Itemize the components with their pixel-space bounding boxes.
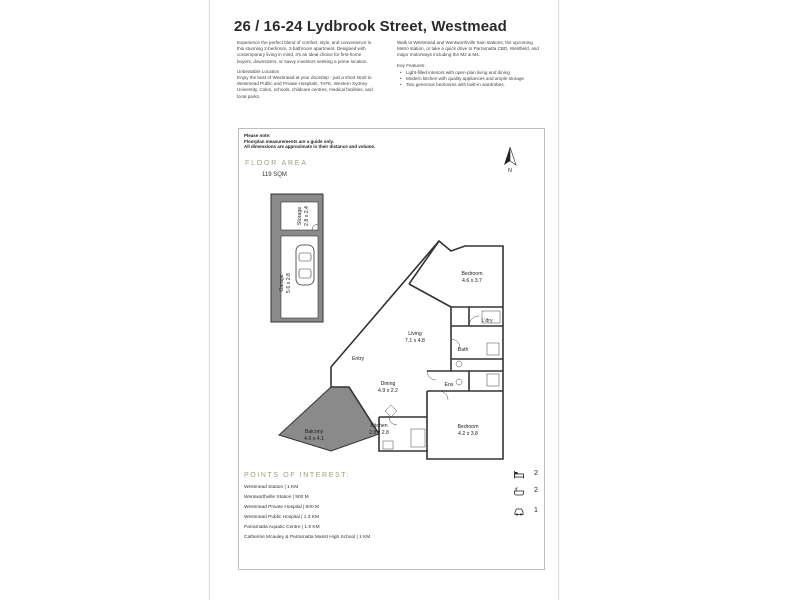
entry-label: Entry <box>351 356 365 362</box>
poi-item: Parramatta Aquatic Centre | 1.9 KM <box>244 525 320 530</box>
intro-paragraph: Experience the perfect blend of comfort, style, and convenience in this stunning 2-bedroom, 2-bathroom apartment. Designed with contemporary living in mind, it's an ideal choice for first-home buyers, downsizers, or savvy investors seeking a prime location. <box>237 40 372 64</box>
fixtures <box>380 311 500 449</box>
property-title: 26 / 16-24 Lydbrook Street, Westmead <box>234 18 507 35</box>
floor-area-label: FLOOR AREA <box>245 160 308 167</box>
key-feature-item: • Two generous bedrooms with built-in wardrobes. <box>403 82 543 88</box>
floor-area-value: 119 SQM <box>262 172 287 178</box>
brochure-page <box>209 0 559 600</box>
balcony-label: Balcony <box>304 429 324 435</box>
location-paragraph: Enjoy the best of Westmead at your doorstep - just a short stroll to Westmead Public and Private Hospitals, TAFE, Western Sydney University, Coles, schools, childcare centres, medical facilities, and local parks. <box>237 75 373 99</box>
dining-size: 4.9 x 2.2 <box>378 388 398 394</box>
compass-north-label: N <box>508 168 512 174</box>
poi-item: Westmead Private Hospital | 600 M <box>244 505 320 510</box>
kitchen-label: Kitchen <box>370 423 388 429</box>
parking-count: 1 <box>534 507 538 514</box>
north-compass-icon <box>504 147 516 174</box>
bath-label: Bath <box>457 347 469 353</box>
location-heading: Unbeatable Location <box>237 68 280 74</box>
poi-item: Westmead Public Hospital | 1.3 KM <box>244 515 320 520</box>
living-label: Living <box>408 331 422 337</box>
bedroom2-size: 4.2 x 3.8 <box>458 431 478 437</box>
bathroom-count-feature <box>514 486 542 498</box>
key-features-heading: Key Features: <box>397 62 426 68</box>
balcony-area <box>279 387 379 451</box>
bedroom-count: 2 <box>534 470 538 477</box>
garage-block <box>271 194 323 322</box>
ens-label: Ens <box>444 382 454 388</box>
kitchen-size: 2.8 x 2.8 <box>369 430 389 436</box>
floorplan-panel <box>238 128 545 570</box>
bathroom-count: 2 <box>534 487 538 494</box>
poi-item: Catherine Mcauley & Parramatta Marist High School | 1 KM <box>244 535 371 540</box>
car-icon <box>296 245 314 285</box>
notice-line: All dimensions are approximate in their distance and volume. <box>244 144 376 149</box>
bed-icon <box>514 470 524 479</box>
storage-label: Storage <box>297 206 303 226</box>
living-size: 7.1 x 4.8 <box>405 338 425 344</box>
key-feature-item: • Light-filled interiors with open-plan living and dining <box>403 70 543 76</box>
bedroom-count-feature <box>514 469 542 481</box>
key-feature-item: • Modern kitchen with quality appliances and ample storage <box>403 76 543 82</box>
car-icon <box>514 507 524 516</box>
poi-list <box>244 483 370 543</box>
poi-heading: POINTS OF INTEREST: <box>244 472 350 479</box>
poi-item: Westmead Station | 1 KM <box>244 485 299 490</box>
key-features-list <box>397 70 543 89</box>
poi-item: Wentworthville Station | 900 M <box>244 495 309 500</box>
parking-count-feature <box>514 506 542 518</box>
notice-line: Floorplan measurements are a guide only. <box>244 138 334 144</box>
bath-icon <box>514 487 524 496</box>
description-left-column <box>237 40 377 104</box>
description-right-column <box>397 40 543 88</box>
garage-size: 5.6 x 2.8 <box>286 273 292 293</box>
bedroom1-label: Bedroom <box>461 271 483 277</box>
balcony-size: 4.6 x 4.1 <box>304 436 324 442</box>
garage-label: Garage <box>279 274 285 292</box>
laundry-label: L'dry <box>481 318 493 324</box>
transport-paragraph: Walk to Westmead and Wentworthville train stations, the upcoming Metro station, or take a quick drive to Parramatta CBD, Westfield, and major motorways including the M2 & M4. <box>397 40 539 58</box>
dining-label: Dining <box>380 381 396 387</box>
bedroom1-size: 4.6 x 3.7 <box>462 278 482 284</box>
bedroom2-label: Bedroom <box>457 424 479 430</box>
storage-size: 2.8 x 2.4 <box>304 206 310 226</box>
notice-heading: Please note: <box>244 133 271 138</box>
